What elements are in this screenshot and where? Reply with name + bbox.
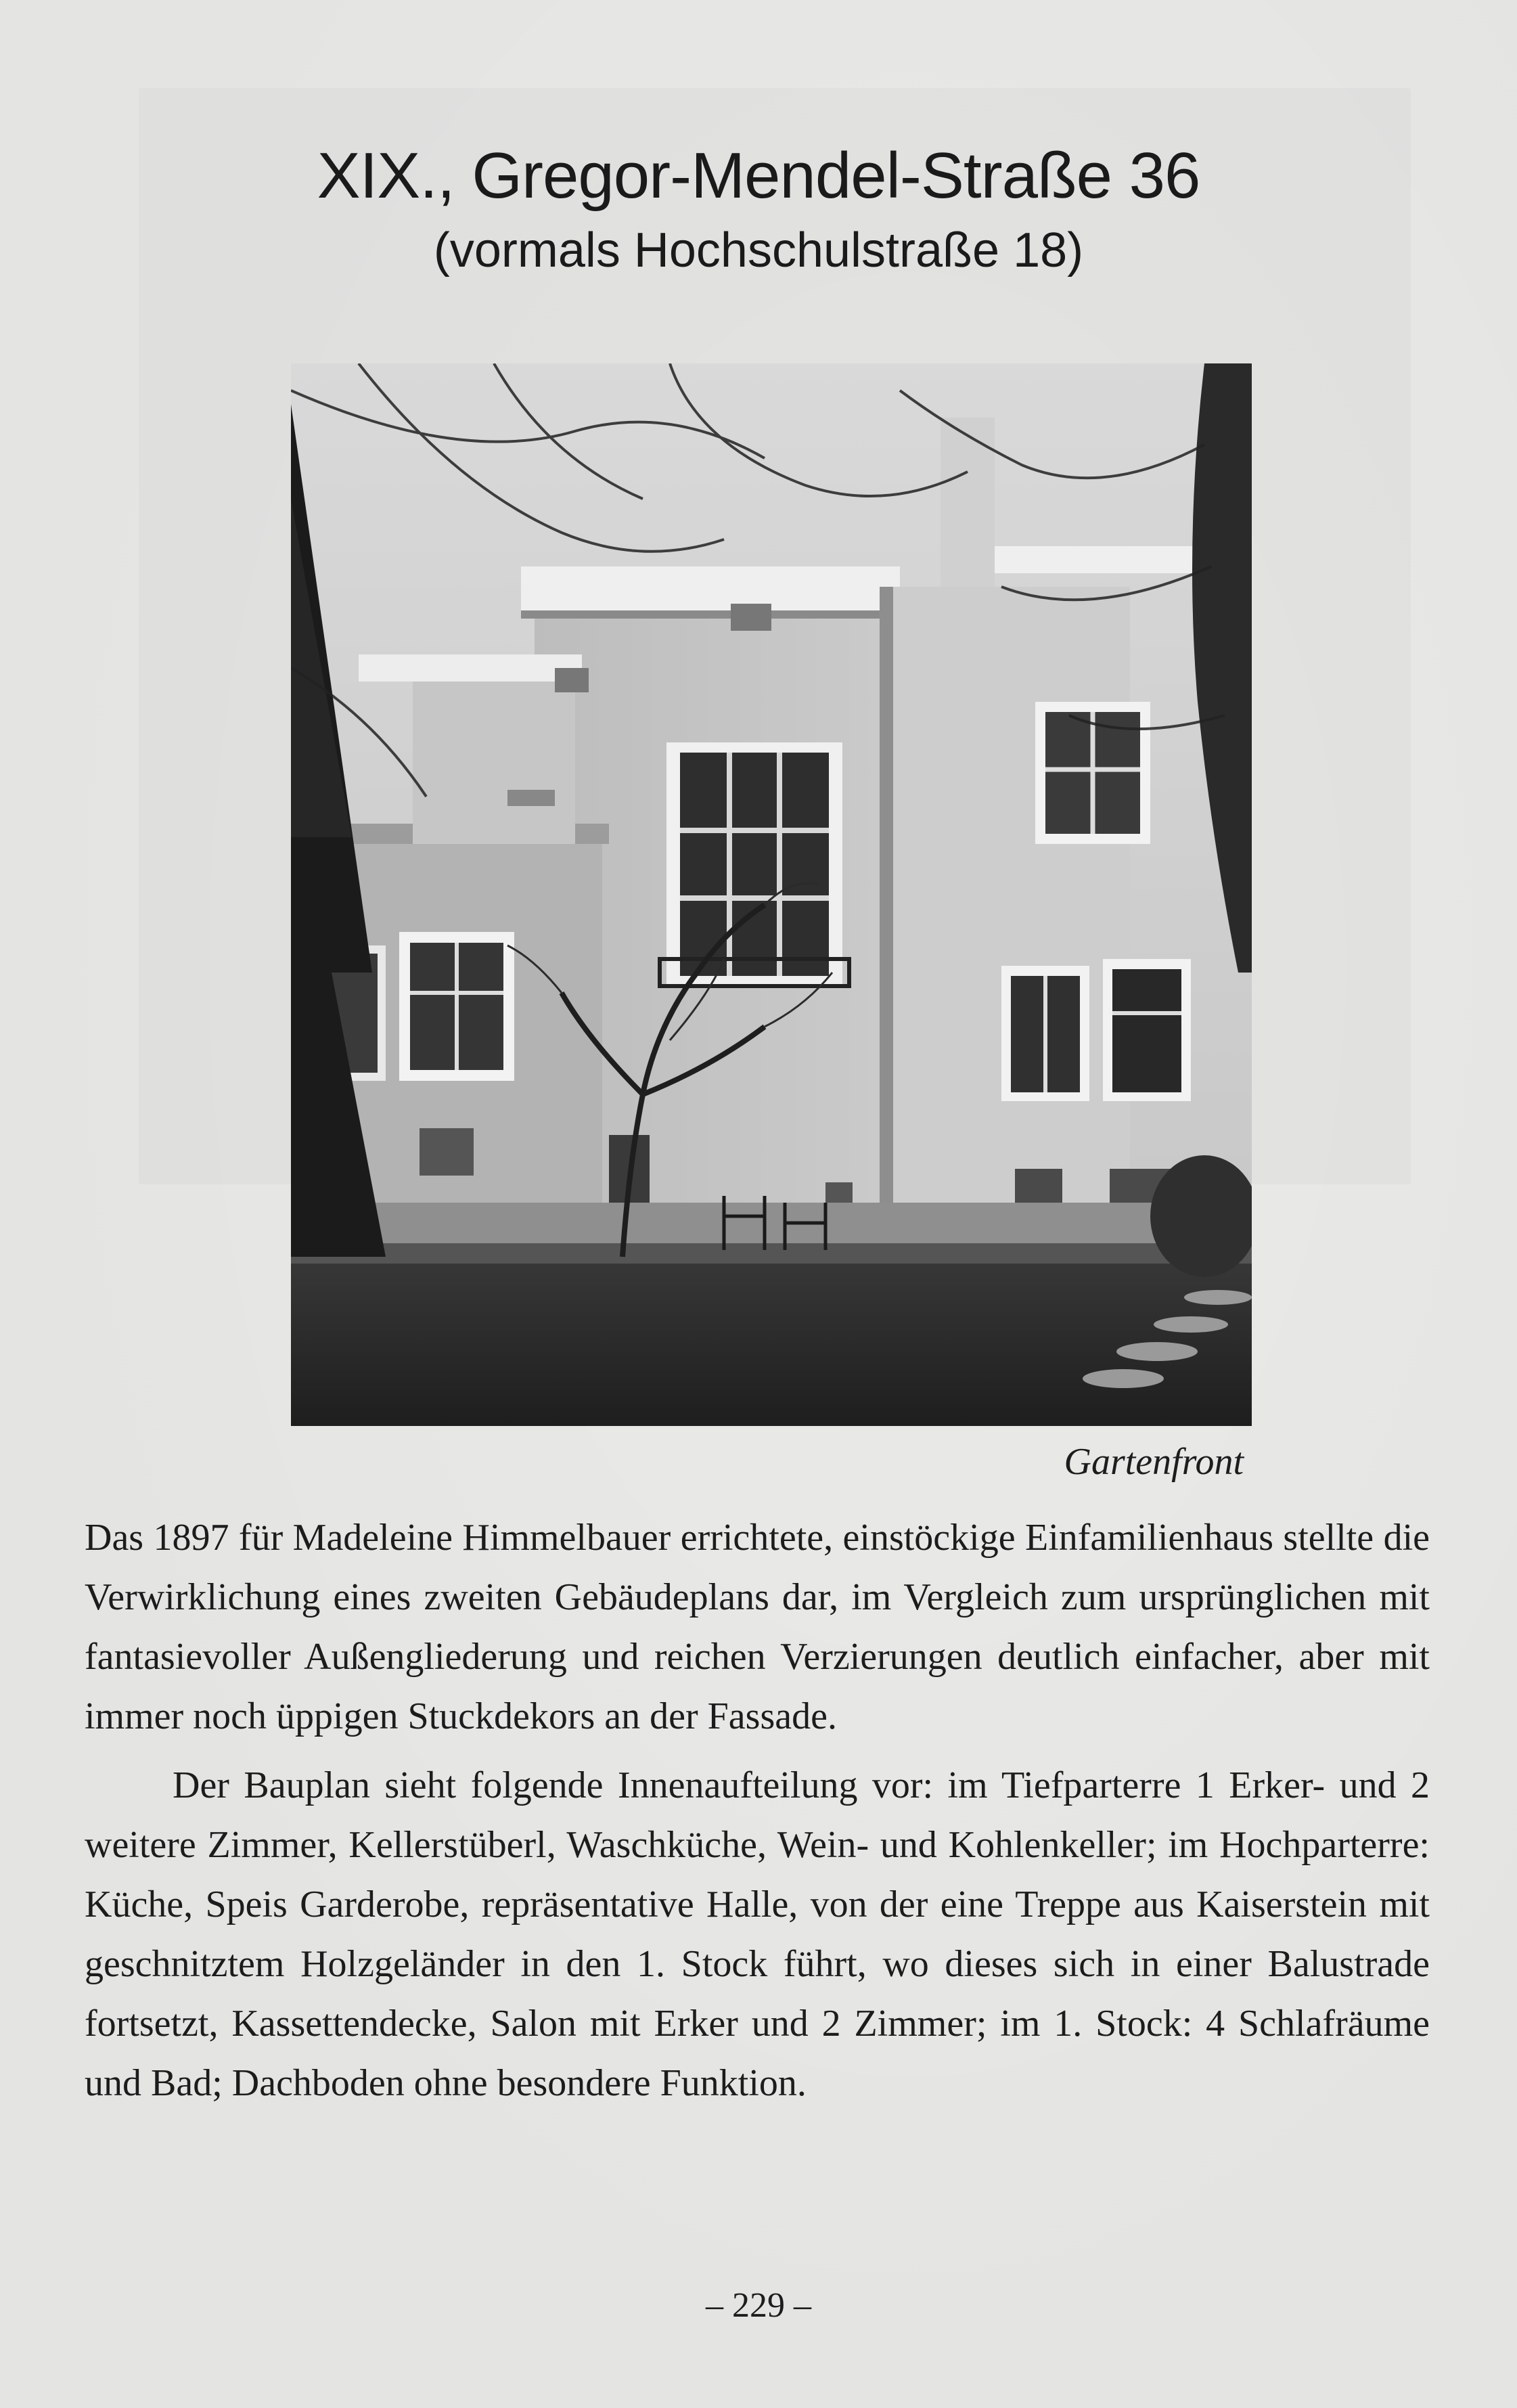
figure-caption: Gartenfront — [1064, 1441, 1244, 1483]
page-title: XIX., Gregor-Mendel-Straße 36 — [317, 139, 1200, 212]
page-number: – 229 – — [706, 2286, 811, 2325]
page-subtitle: (vormals Hochschulstraße 18) — [433, 223, 1084, 277]
house-photo-illustration — [291, 363, 1252, 1426]
house-photograph — [291, 363, 1252, 1426]
body-text — [85, 1508, 1430, 2113]
paragraph: Das 1897 für Madeleine Himmelbauer errichtete, einstöckige Einfamilienhaus stellte die Verwirklichung eines zweiten Gebäudeplans dar, im Vergleich zum ursprünglichen mit fantasievoller Außengliederung und reichen Verzierungen deutlich einfacher, aber mit immer noch üppigen Stuckdekors an der Fassade. — [85, 1517, 1430, 1737]
paragraph: Der Bauplan sieht folgende Innenaufteilung vor: im Tiefparterre 1 Erker- und 2 weitere Zimmer, Kellerstüberl, Waschküche, Wein- und Kohlenkeller; im Hochparterre: Küche, Speis Garderobe, repräsentative Halle, von der eine Treppe aus Kaiserstein mit geschnitztem Holzgeländer in den 1. Stock führt, wo dieses sich in einer Balustrade fortsetzt, Kassettendecke, Salon mit Erker und 2 Zimmer; im 1. Stock: 4 Schlafräume und Bad; Dachboden ohne besondere Funktion. — [85, 1764, 1430, 2104]
